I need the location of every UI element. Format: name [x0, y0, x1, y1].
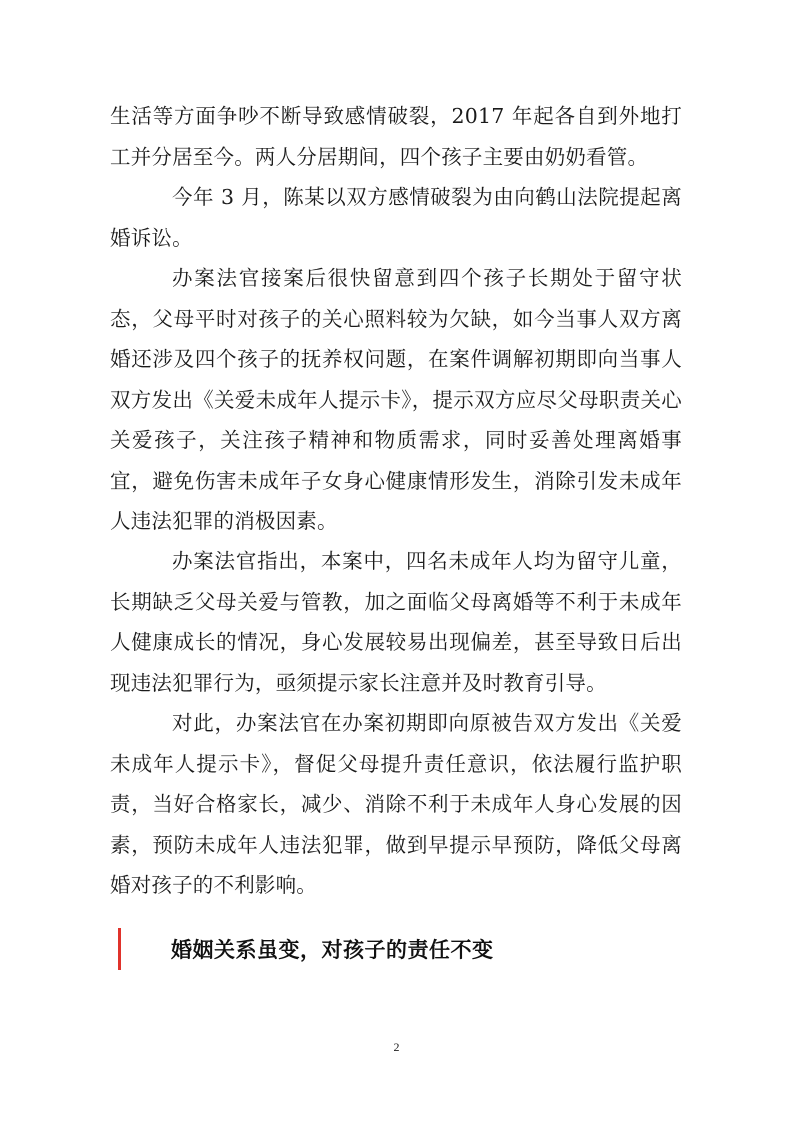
heading-accent-bar: [118, 928, 121, 970]
section-heading-text: 婚姻关系虽变，对孩子的责任不变: [171, 938, 494, 962]
section-heading: [118, 928, 494, 970]
page-number: 2: [393, 1040, 400, 1054]
paragraph-4: 办案法官指出，本案中，四名未成年人均为留守儿童，长期缺乏父母关爱与管教，加之面临父母离婚等不利于未成年人健康成长的情况，身心发展较易出现偏差，甚至导致日后出现违法犯罪行为，亟须提示家长注意并及时教育引导。: [110, 549, 682, 695]
paragraph-3: 办案法官接案后很快留意到四个孩子长期处于留守状态，父母平时对孩子的关心照料较为欠缺，如今当事人双方离婚还涉及四个孩子的抚养权问题，在案件调解初期即向当事人双方发出《关爱未成年人提示卡》，提示双方应尽父母职责关心关爱孩子，关注孩子精神和物质需求，同时妥善处理离婚事宜，避免伤害未成年子女身心健康情形发生，消除引发未成年人违法犯罪的消极因素。: [110, 266, 682, 533]
paragraph-5: 对此，办案法官在办案初期即向原被告双方发出《关爱未成年人提示卡》，督促父母提升责任意识，依法履行监护职责，当好合格家长，减少、消除不利于未成年人身心发展的因素，预防未成年人违法犯罪，做到早提示早预防，降低父母离婚对孩子的不利影响。: [110, 711, 682, 897]
paragraph-1: 生活等方面争吵不断导致感情破裂，2017 年起各自到外地打工并分居至今。两人分居期间，四个孩子主要由奶奶看管。: [110, 104, 682, 169]
paragraph-2: 今年 3 月，陈某以双方感情破裂为由向鹤山法院提起离婚诉讼。: [110, 185, 682, 250]
